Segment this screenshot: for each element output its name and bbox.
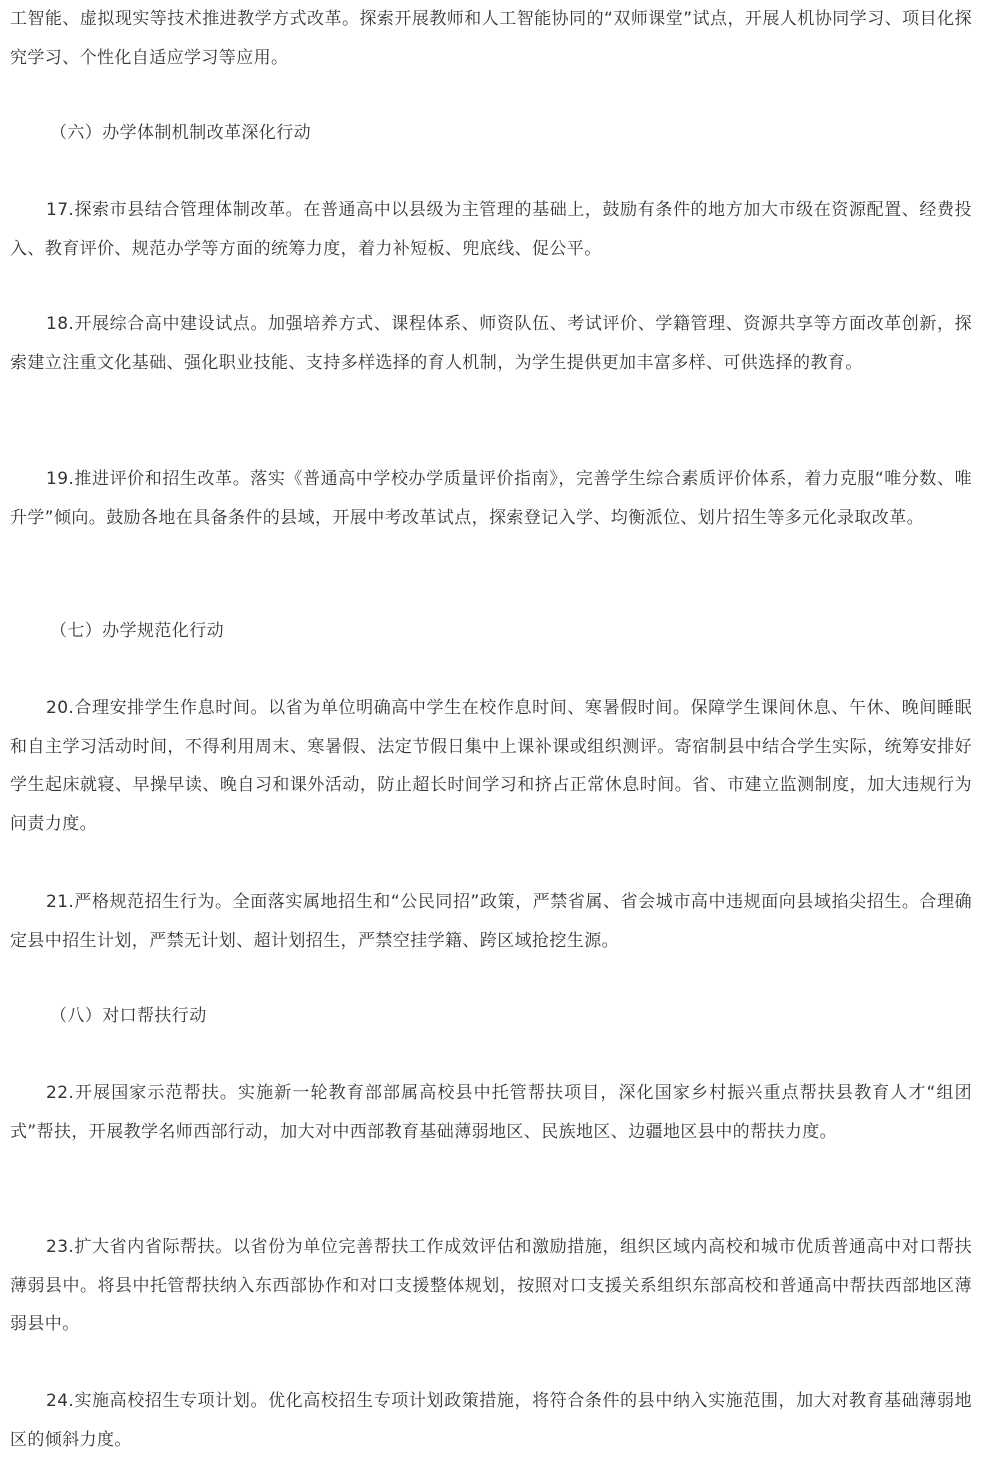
paragraph-23: 23.扩大省内省际帮扶。以省份为单位完善帮扶工作成效评估和激励措施，组织区域内高校和城市优质普通高中对口帮扶薄弱县中。将县中托管帮扶纳入东西部协作和对口支援整体规划，按照对口支援关系组织东部高校和普通高中帮扶西部地区薄弱县中。	[10, 1237, 972, 1334]
paragraph-22: 22.开展国家示范帮扶。实施新一轮教育部部属高校县中托管帮扶项目，深化国家乡村振兴重点帮扶县教育人才“组团式”帮扶，开展教学名师西部行动，加大对中西部教育基础薄弱地区、民族地区、边疆地区县中的帮扶力度。	[10, 1083, 972, 1142]
paragraph-17: 17.探索市县结合管理体制改革。在普通高中以县级为主管理的基础上，鼓励有条件的地方加大市级在资源配置、经费投入、教育评价、规范办学等方面的统筹力度，着力补短板、兜底线、促公平。	[10, 200, 972, 259]
paragraph-19: 19.推进评价和招生改革。落实《普通高中学校办学质量评价指南》，完善学生综合素质评价体系，着力克服“唯分数、唯升学”倾向。鼓励各地在具备条件的县域，开展中考改革试点，探索登记入学、均衡派位、划片招生等多元化录取改革。	[10, 469, 972, 528]
paragraph-21: 21.严格规范招生行为。全面落实属地招生和“公民同招”政策，严禁省属、省会城市高中违规面向县域掐尖招生。合理确定县中招生计划，严禁无计划、超计划招生，严禁空挂学籍、跨区域抢挖生源。	[10, 892, 972, 951]
paragraph-18: 18.开展综合高中建设试点。加强培养方式、课程体系、师资队伍、考试评价、学籍管理、资源共享等方面改革创新，探索建立注重文化基础、强化职业技能、支持多样选择的育人机制，为学生提供更加丰富多样、可供选择的教育。	[10, 314, 972, 373]
paragraph-24: 24.实施高校招生专项计划。优化高校招生专项计划政策措施，将符合条件的县中纳入实施范围，加大对教育基础薄弱地区的倾斜力度。	[10, 1391, 972, 1450]
paragraph-20: 20.合理安排学生作息时间。以省为单位明确高中学生在校作息时间、寒暑假时间。保障学生课间休息、午休、晚间睡眠和自主学习活动时间，不得利用周末、寒暑假、法定节假日集中上课补课或组织测评。寄宿制县中结合学生实际，统筹安排好学生起床就寝、早操早读、晚自习和课外活动，防止超长时间学习和挤占正常休息时间。省、市建立监测制度，加大违规行为问责力度。	[10, 698, 972, 834]
section-heading-7: （七）办学规范化行动	[50, 621, 224, 641]
section-heading-6: （六）办学体制机制改革深化行动	[50, 123, 311, 143]
paragraph-ai-teaching: 工智能、虚拟现实等技术推进教学方式改革。探索开展教师和人工智能协同的“双师课堂”试点，开展人机协同学习、项目化探究学习、个性化自适应学习等应用。	[10, 9, 972, 68]
section-heading-8: （八）对口帮扶行动	[50, 1006, 207, 1026]
